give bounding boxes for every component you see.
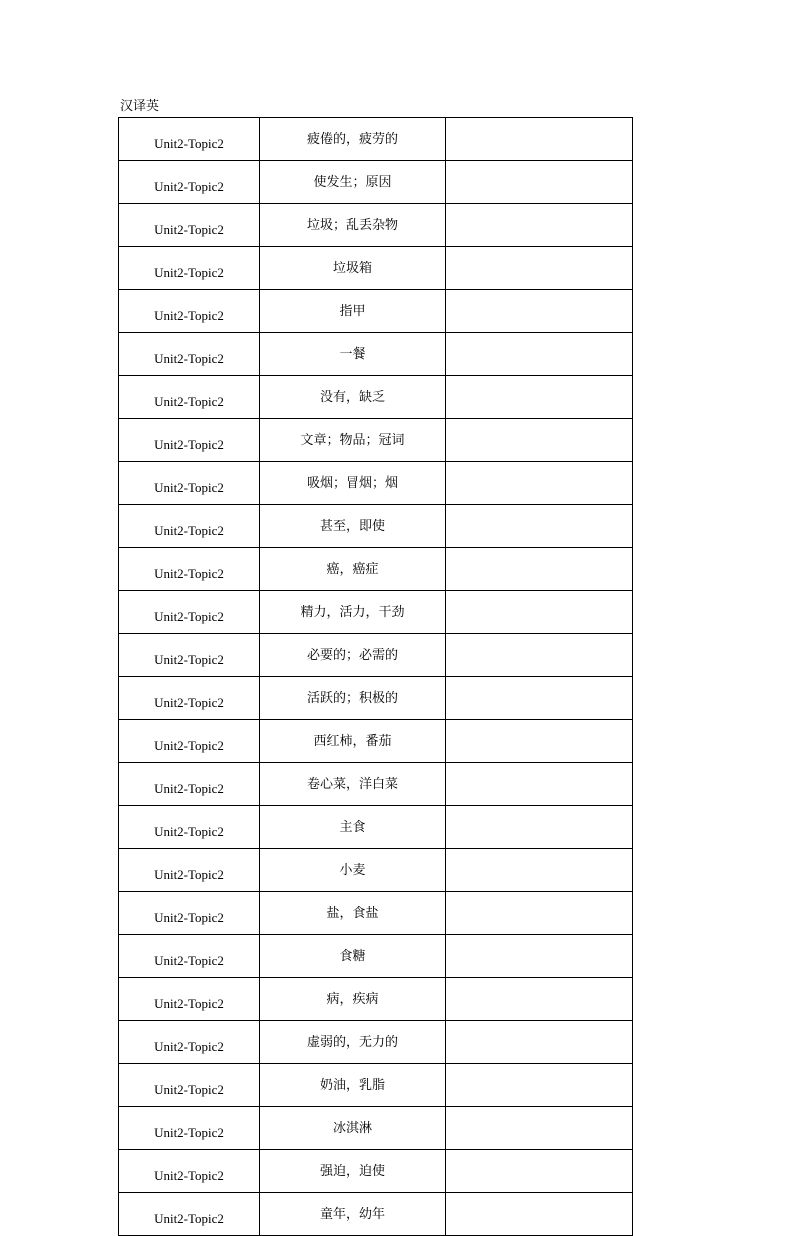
chinese-term-cell: 虚弱的，无力的 (260, 1021, 446, 1064)
unit-cell: Unit2-Topic2 (119, 677, 260, 720)
chinese-term-cell: 必要的；必需的 (260, 634, 446, 677)
english-answer-cell[interactable] (446, 333, 633, 376)
unit-cell: Unit2-Topic2 (119, 290, 260, 333)
table-row (119, 462, 633, 505)
english-answer-cell[interactable] (446, 1193, 633, 1236)
table-row (119, 849, 633, 892)
table-row (119, 892, 633, 935)
english-answer-cell[interactable] (446, 419, 633, 462)
table-row (119, 591, 633, 634)
chinese-term-cell: 主食 (260, 806, 446, 849)
table-row (119, 376, 633, 419)
english-answer-cell[interactable] (446, 1021, 633, 1064)
page-heading: 汉译英 (120, 99, 160, 114)
unit-cell: Unit2-Topic2 (119, 634, 260, 677)
english-answer-cell[interactable] (446, 505, 633, 548)
unit-cell: Unit2-Topic2 (119, 720, 260, 763)
unit-cell: Unit2-Topic2 (119, 247, 260, 290)
unit-cell: Unit2-Topic2 (119, 1193, 260, 1236)
chinese-term-cell: 癌，癌症 (260, 548, 446, 591)
english-answer-cell[interactable] (446, 720, 633, 763)
chinese-term-cell: 奶油，乳脂 (260, 1064, 446, 1107)
table-row (119, 1193, 633, 1236)
english-answer-cell[interactable] (446, 849, 633, 892)
chinese-term-cell: 垃圾箱 (260, 247, 446, 290)
table-row (119, 505, 633, 548)
unit-cell: Unit2-Topic2 (119, 1107, 260, 1150)
unit-cell: Unit2-Topic2 (119, 548, 260, 591)
chinese-term-cell: 精力，活力，干劲 (260, 591, 446, 634)
english-answer-cell[interactable] (446, 677, 633, 720)
unit-cell: Unit2-Topic2 (119, 1150, 260, 1193)
english-answer-cell[interactable] (446, 978, 633, 1021)
table-row (119, 548, 633, 591)
unit-cell: Unit2-Topic2 (119, 763, 260, 806)
english-answer-cell[interactable] (446, 247, 633, 290)
unit-cell: Unit2-Topic2 (119, 1064, 260, 1107)
unit-cell: Unit2-Topic2 (119, 204, 260, 247)
unit-cell: Unit2-Topic2 (119, 333, 260, 376)
english-answer-cell[interactable] (446, 763, 633, 806)
table-row (119, 1107, 633, 1150)
chinese-term-cell: 西红柿，番茄 (260, 720, 446, 763)
table-row (119, 247, 633, 290)
unit-cell: Unit2-Topic2 (119, 118, 260, 161)
table-row (119, 290, 633, 333)
english-answer-cell[interactable] (446, 290, 633, 333)
chinese-term-cell: 小麦 (260, 849, 446, 892)
english-answer-cell[interactable] (446, 806, 633, 849)
table-row (119, 1150, 633, 1193)
unit-cell: Unit2-Topic2 (119, 935, 260, 978)
table-row (119, 634, 633, 677)
chinese-term-cell: 文章；物品；冠词 (260, 419, 446, 462)
english-answer-cell[interactable] (446, 1064, 633, 1107)
chinese-term-cell: 指甲 (260, 290, 446, 333)
chinese-term-cell: 使发生；原因 (260, 161, 446, 204)
table-row (119, 118, 633, 161)
english-answer-cell[interactable] (446, 161, 633, 204)
unit-cell: Unit2-Topic2 (119, 849, 260, 892)
chinese-term-cell: 盐，食盐 (260, 892, 446, 935)
chinese-term-cell: 吸烟；冒烟；烟 (260, 462, 446, 505)
english-answer-cell[interactable] (446, 462, 633, 505)
table-row (119, 978, 633, 1021)
chinese-term-cell: 卷心菜，洋白菜 (260, 763, 446, 806)
table-row (119, 1064, 633, 1107)
unit-cell: Unit2-Topic2 (119, 892, 260, 935)
chinese-term-cell: 活跃的；积极的 (260, 677, 446, 720)
english-answer-cell[interactable] (446, 634, 633, 677)
unit-cell: Unit2-Topic2 (119, 591, 260, 634)
unit-cell: Unit2-Topic2 (119, 376, 260, 419)
chinese-term-cell: 病，疾病 (260, 978, 446, 1021)
english-answer-cell[interactable] (446, 376, 633, 419)
unit-cell: Unit2-Topic2 (119, 161, 260, 204)
table-row (119, 763, 633, 806)
english-answer-cell[interactable] (446, 1150, 633, 1193)
unit-cell: Unit2-Topic2 (119, 419, 260, 462)
table-row (119, 720, 633, 763)
chinese-term-cell: 甚至，即使 (260, 505, 446, 548)
chinese-term-cell: 冰淇淋 (260, 1107, 446, 1150)
unit-cell: Unit2-Topic2 (119, 462, 260, 505)
english-answer-cell[interactable] (446, 548, 633, 591)
chinese-term-cell: 没有，缺乏 (260, 376, 446, 419)
table-row (119, 806, 633, 849)
english-answer-cell[interactable] (446, 892, 633, 935)
unit-cell: Unit2-Topic2 (119, 1021, 260, 1064)
chinese-term-cell: 疲倦的，疲劳的 (260, 118, 446, 161)
english-answer-cell[interactable] (446, 591, 633, 634)
unit-cell: Unit2-Topic2 (119, 978, 260, 1021)
table-row (119, 333, 633, 376)
table-row (119, 1021, 633, 1064)
english-answer-cell[interactable] (446, 1107, 633, 1150)
unit-cell: Unit2-Topic2 (119, 806, 260, 849)
chinese-term-cell: 垃圾；乱丢杂物 (260, 204, 446, 247)
vocabulary-table-body (119, 118, 633, 1236)
table-row (119, 419, 633, 462)
chinese-term-cell: 一餐 (260, 333, 446, 376)
table-row (119, 204, 633, 247)
english-answer-cell[interactable] (446, 935, 633, 978)
chinese-term-cell: 童年，幼年 (260, 1193, 446, 1236)
vocabulary-table (118, 117, 633, 1236)
unit-cell: Unit2-Topic2 (119, 505, 260, 548)
table-row (119, 935, 633, 978)
chinese-term-cell: 食糖 (260, 935, 446, 978)
english-answer-cell[interactable] (446, 204, 633, 247)
english-answer-cell[interactable] (446, 118, 633, 161)
table-row (119, 161, 633, 204)
table-row (119, 677, 633, 720)
chinese-term-cell: 强迫，迫使 (260, 1150, 446, 1193)
